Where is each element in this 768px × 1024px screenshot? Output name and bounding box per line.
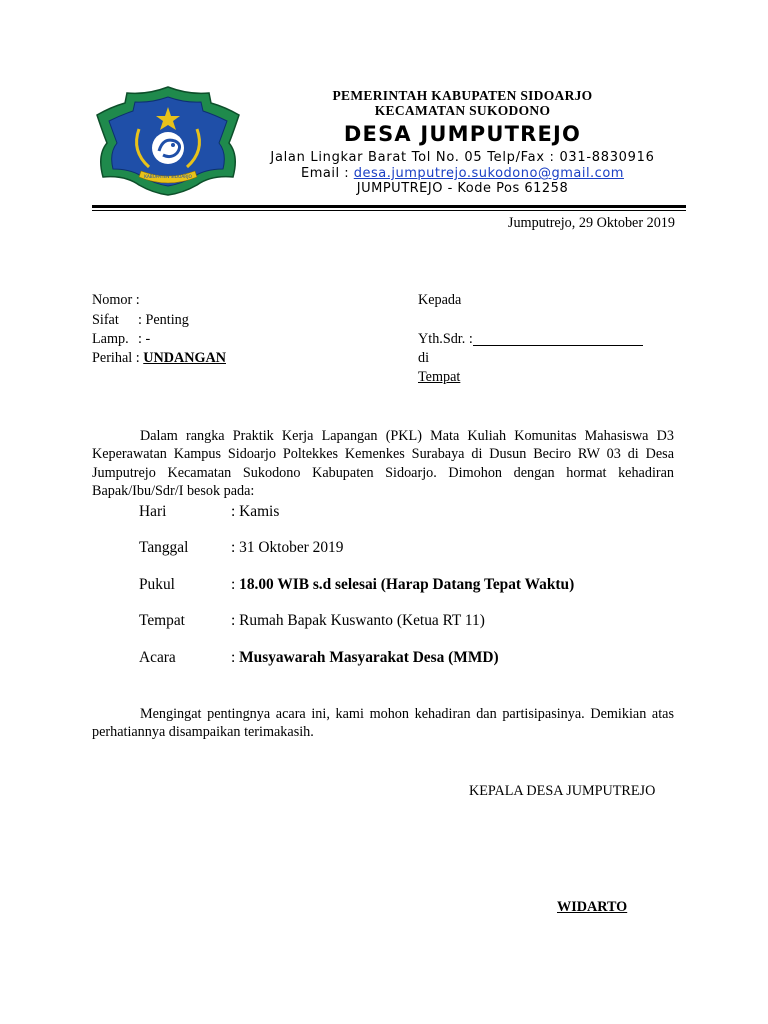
hari-value: : Kamis bbox=[231, 503, 280, 520]
pukul-colon: : bbox=[231, 576, 240, 593]
detail-row-acara bbox=[139, 649, 499, 667]
letterhead-village-name: DESA JUMPUTREJO bbox=[343, 122, 582, 146]
detail-row-pukul bbox=[139, 576, 574, 594]
recipient-tempat: Tempat bbox=[418, 369, 461, 385]
email-label: Email : bbox=[301, 166, 354, 181]
letterhead-thin-rule bbox=[92, 210, 686, 211]
perihal-value: UNDANGAN bbox=[143, 350, 226, 366]
recipient-di: di bbox=[418, 350, 430, 366]
acara-label: Acara bbox=[139, 649, 176, 666]
sifat-label: Sifat bbox=[92, 312, 119, 328]
signature-name: WIDARTO bbox=[557, 899, 628, 915]
perihal-row bbox=[92, 349, 226, 367]
detail-row-hari bbox=[139, 503, 279, 521]
hari-label: Hari bbox=[139, 503, 167, 520]
recipient-blank-line bbox=[473, 331, 643, 346]
letterhead-line2: KECAMATAN SUKODONO bbox=[374, 103, 551, 118]
pukul-label: Pukul bbox=[139, 576, 175, 593]
letterhead-line1: PEMERINTAH KABUPATEN SIDOARJO bbox=[332, 88, 593, 103]
acara-value: Musyawarah Masyarakat Desa (MMD) bbox=[239, 649, 499, 666]
letter-date: Jumputrejo, 29 Oktober 2019 bbox=[507, 215, 675, 231]
sifat-row bbox=[92, 311, 189, 329]
detail-row-tempat bbox=[139, 612, 485, 630]
nomor-label: Nomor : bbox=[92, 292, 140, 308]
sifat-value: : Penting bbox=[138, 312, 189, 328]
letterhead-email-line bbox=[250, 166, 675, 182]
sidoarjo-emblem-logo bbox=[93, 85, 243, 197]
tanggal-value: : 31 Oktober 2019 bbox=[231, 539, 344, 556]
recipient-kepada: Kepada bbox=[418, 292, 462, 308]
signature-title: KEPALA DESA JUMPUTREJO bbox=[469, 783, 656, 799]
body-paragraph-text: Dalam rangka Praktik Kerja Lapangan (PKL) Mata Kuliah Komunitas Mahasiswa D3 Keperawatan Kampus Sidoarjo Poltekkes Kemenkes Surabaya di Dusun Beciro RW 03 di Desa Jumputrejo Kecamatan Sukodono Kabupaten Sidoarjo. Dimohon dengan hormat kehadiran Bapak/Ibu/Sdr/I besok pada: bbox=[92, 428, 674, 499]
letterhead-thick-rule bbox=[92, 205, 686, 208]
lamp-label: Lamp. bbox=[92, 331, 129, 347]
letterhead-postal: JUMPUTREJO - Kode Pos 61258 bbox=[356, 181, 569, 196]
tempat-label: Tempat bbox=[139, 612, 185, 629]
recipient-yth: Yth.Sdr. : bbox=[418, 331, 473, 347]
perihal-label: Perihal : bbox=[92, 350, 140, 366]
lamp-row bbox=[92, 330, 150, 348]
body-paragraph bbox=[92, 427, 674, 500]
emblem-ribbon-text: KABUPATEN SIDOARJO bbox=[144, 175, 192, 180]
email-link[interactable]: desa.jumputrejo.sukodono@gmail.com bbox=[353, 166, 624, 181]
closing-paragraph bbox=[92, 705, 674, 742]
tanggal-label: Tanggal bbox=[139, 539, 189, 556]
closing-paragraph-text: Mengingat pentingnya acara ini, kami mohon kehadiran dan partisipasinya. Demikian atas perhatiannya disampaikan terimakasih. bbox=[92, 706, 674, 741]
tempat-value: : Rumah Bapak Kuswanto (Ketua RT 11) bbox=[231, 612, 485, 629]
detail-row-tanggal bbox=[139, 539, 343, 557]
recipient-yth-row bbox=[418, 330, 643, 348]
letterhead-address: Jalan Lingkar Barat Tol No. 05 Telp/Fax : 031-8830916 bbox=[270, 150, 655, 165]
acara-colon: : bbox=[231, 649, 240, 666]
lamp-value: : - bbox=[138, 331, 151, 347]
pukul-value: 18.00 WIB s.d selesai (Harap Datang Tepat Waktu) bbox=[239, 576, 575, 593]
